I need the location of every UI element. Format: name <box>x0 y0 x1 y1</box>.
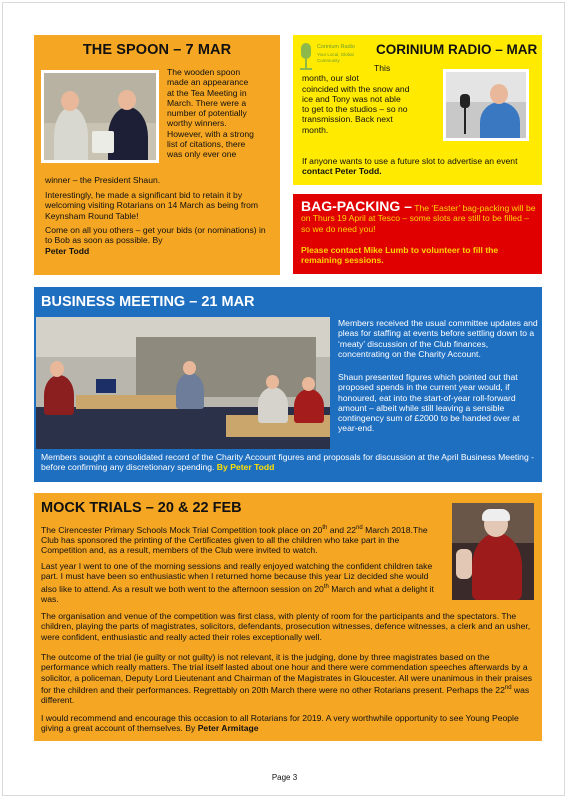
business-photo <box>36 317 330 449</box>
radio-paragraph-1: This month, our slot coincided with the snow and ice and Tony was not able to get to the studios – so no transmission. Back next month. <box>302 63 410 135</box>
business-title: BUSINESS MEETING – 21 MAR <box>41 294 255 310</box>
spoon-winner-line: winner – the President Shaun. <box>45 175 161 185</box>
mock-paragraph-4: The outcome of the trial (ie guilty or not guilty) is not relevant, it is the judging, done by three magistrates based on the performance which really matters. The trial itself lasted about one hour and there were commendation speeches afterwards by a solicitor, a policeman, Deputy Lord Lieutenant and Chairman of the Magistrates in Gloucester. All were unanimous in their praises for the children and their performances. Regrettably on 20th March there were no other Rotarians present. Perhaps the 22nd was different. <box>41 652 533 706</box>
page-number: Page 3 <box>271 773 298 782</box>
mock-paragraph-1: The Cirencester Primary Schools Mock Trial Competition took place on 20th and 22nd March 2018.The Club has sponsored the printing of the Certificates given to all the children who take part in the Competition and, as a result, members of the Club were invited to watch. <box>41 524 428 556</box>
spoon-section <box>34 35 280 275</box>
mock-paragraph-5: I would recommend and encourage this occasion to all Rotarians for 2019. A very worthwhile opportunity to see Young People giving a great account of themselves. By Peter Armitage <box>41 713 519 734</box>
spoon-paragraph-2: Interestingly, he made a significant bid to retain it by welcoming visiting Rotarians on 14 March as being from Keynsham Round Table! <box>45 190 259 221</box>
spoon-author: Peter Todd <box>45 245 90 256</box>
spoon-intro: The wooden spoon made an appearance at the Tea Meeting in March. There were a number of potentially worthy winners. However, with a strong list of citations, there was only ever one <box>167 67 254 160</box>
mock-trials-photo <box>452 503 534 600</box>
business-author: Peter Todd <box>230 462 275 473</box>
mock-paragraph-3: The organisation and venue of the competition was first class, with plenty of room for the participants and the spectators. The children, playing the parts of magistrates, solicitors, defendants, prosecution witnesses, defence witnesses, a clerk and an usher, were confident, enthusiastic and really acted their roles exceptionally well. <box>41 611 531 642</box>
bag-packing-text: BAG-PACKING – The ‘Easter’ bag-packing will be on Thurs 19 April at Tesco – some slots are still to be filled – so we do need you! <box>301 198 536 234</box>
spoon-title: THE SPOON – 7 MAR <box>82 42 232 58</box>
radio-section <box>293 35 542 185</box>
radio-contact: contact Peter Todd. <box>302 166 382 177</box>
bag-packing-contact: Please contact Mike Lumb to volunteer to fill the remaining sessions. <box>301 245 499 266</box>
business-meeting-section <box>34 287 542 482</box>
radio-paragraph-2: If anyone wants to use a future slot to advertise an event contact Peter Todd. <box>302 156 518 177</box>
mock-paragraph-2: Last year I went to one of the morning sessions and really enjoyed watching the confident children take part. I must have been so enthusiastic when I returned home because this year Liz decided she would also like to attend. As a result we both went to the afternoon session on 20th March and what a delight it was. <box>41 561 434 604</box>
radio-title: CORINIUM RADIO – MAR <box>376 42 538 57</box>
spoon-photo <box>41 70 159 163</box>
bag-packing-section <box>293 194 542 274</box>
business-paragraph-1: Members received the usual committee updates and pleas for staffing at events before settling down to a ‘meaty’ discussion of the Club finances, concentrating on the Charity Account. <box>338 318 538 359</box>
business-paragraph-3: Members sought a consolidated record of the Charity Account figures and proposals for discussion at the April Business Meeting - before confirming any discretionary spending. By Peter Todd <box>41 452 534 473</box>
mock-trials-title: MOCK TRIALS – 20 & 22 FEB <box>41 500 242 516</box>
business-paragraph-2: Shaun presented figures which pointed out that proposed spends in the current year would, if honoured, eat into the start-of-year roll-forward amount – albeit while still leaving a sensible contingency sum of £2000 to be handed over at year-end. <box>338 372 520 434</box>
radio-logo-name: Corinium Radio <box>317 44 355 50</box>
mock-trials-section <box>34 493 542 741</box>
radio-photo <box>443 69 529 141</box>
mock-author: Peter Armitage <box>197 723 259 734</box>
radio-logo-tagline: Your Local, Global Community <box>317 52 354 63</box>
spoon-paragraph-3: Come on all you others – get your bids (or nominations) in to Bob as soon as possible. By Peter Todd <box>45 225 266 256</box>
bag-packing-title: BAG-PACKING – <box>301 198 412 214</box>
